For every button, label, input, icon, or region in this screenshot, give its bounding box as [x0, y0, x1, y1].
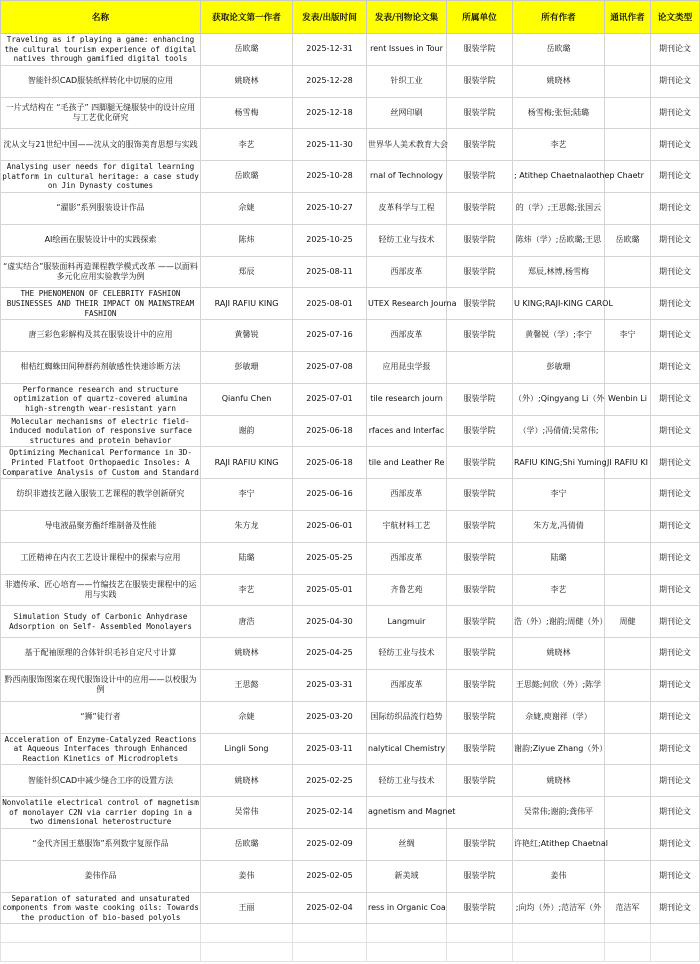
- table-row: [1, 192, 700, 224]
- table-row: [1, 383, 700, 415]
- unit-cell[interactable]: 服装学院: [447, 860, 513, 892]
- unit-cell[interactable]: 服装学院: [447, 892, 513, 924]
- paper-type-cell[interactable]: 期刊论文: [651, 161, 700, 193]
- corresponding-author-cell[interactable]: [605, 192, 651, 224]
- unit-cell[interactable]: 服装学院: [447, 320, 513, 352]
- paper-type-cell[interactable]: 期刊论文: [651, 479, 700, 511]
- journal-cell[interactable]: 轻纺工业与技术: [367, 224, 447, 256]
- empty-cell[interactable]: [605, 924, 651, 943]
- date-cell[interactable]: 2025-03-20: [293, 701, 367, 733]
- title-cell[interactable]: Separation of saturated and unsaturated components from waste cooking oils: Towards the production of bio-based polyols: [1, 892, 201, 924]
- unit-cell[interactable]: [447, 351, 513, 383]
- unit-cell[interactable]: 服装学院: [447, 828, 513, 860]
- table-row: [1, 574, 700, 606]
- all-authors-cell[interactable]: 吴常伟;谢韵;龚伟平: [513, 797, 605, 829]
- corresponding-author-cell[interactable]: [605, 415, 651, 447]
- table-row: [1, 669, 700, 701]
- journal-cell[interactable]: 新美域: [367, 860, 447, 892]
- journal-cell[interactable]: 应用昆虫学报: [367, 351, 447, 383]
- date-cell[interactable]: 2025-11-30: [293, 129, 367, 161]
- corresponding-author-cell[interactable]: [605, 129, 651, 161]
- title-cell[interactable]: 纺织非遗技艺融入服装工艺课程的教学创新研究: [1, 479, 201, 511]
- journal-cell[interactable]: 西部皮革: [367, 542, 447, 574]
- journal-cell[interactable]: 世界华人美术教育大会: [367, 129, 447, 161]
- title-cell[interactable]: “狮”徒行者: [1, 701, 201, 733]
- paper-type-cell[interactable]: 期刊论文: [651, 701, 700, 733]
- journal-cell[interactable]: tile research journ: [367, 383, 447, 415]
- corresponding-author-cell[interactable]: [605, 828, 651, 860]
- first-author-cell[interactable]: 彭敏珊: [201, 351, 293, 383]
- table-row: [1, 479, 700, 511]
- first-author-cell[interactable]: 谢韵: [201, 415, 293, 447]
- unit-cell[interactable]: 服装学院: [447, 34, 513, 66]
- paper-type-cell[interactable]: 期刊论文: [651, 192, 700, 224]
- paper-type-cell[interactable]: 期刊论文: [651, 447, 700, 479]
- table-row: [1, 129, 700, 161]
- first-author-cell[interactable]: 朱方龙: [201, 510, 293, 542]
- header-paper-type[interactable]: 论文类型: [651, 1, 700, 34]
- date-cell[interactable]: 2025-02-14: [293, 797, 367, 829]
- unit-cell[interactable]: 服装学院: [447, 510, 513, 542]
- journal-cell[interactable]: rfaces and Interfac: [367, 415, 447, 447]
- unit-cell[interactable]: 服装学院: [447, 192, 513, 224]
- empty-cell[interactable]: [447, 924, 513, 943]
- empty-cell[interactable]: [513, 943, 605, 962]
- journal-cell[interactable]: 西部皮革: [367, 256, 447, 288]
- paper-type-cell[interactable]: 期刊论文: [651, 256, 700, 288]
- title-cell[interactable]: Traveling as if playing a game: enhancing the cultural tourism experience of digital natives through gamified digital tools: [1, 34, 201, 66]
- title-cell[interactable]: 智能针织CAD中减少缝合工序的设置方法: [1, 765, 201, 797]
- paper-type-cell[interactable]: 期刊论文: [651, 415, 700, 447]
- paper-type-cell[interactable]: 期刊论文: [651, 510, 700, 542]
- title-cell[interactable]: 一片式结构在 “毛孩子” 四脚腿无缝服装中的设计应用与工艺优化研究: [1, 97, 201, 129]
- first-author-cell[interactable]: RAJI RAFIU KING: [201, 447, 293, 479]
- title-cell[interactable]: 导电液晶聚芳酯纤维制备及性能: [1, 510, 201, 542]
- unit-cell[interactable]: 服装学院: [447, 669, 513, 701]
- empty-row: [1, 924, 700, 943]
- corresponding-author-cell[interactable]: 范洁军: [605, 892, 651, 924]
- paper-type-cell[interactable]: 期刊论文: [651, 34, 700, 66]
- empty-cell[interactable]: [651, 924, 700, 943]
- corresponding-author-cell[interactable]: [605, 351, 651, 383]
- first-author-cell[interactable]: 姚晓林: [201, 65, 293, 97]
- paper-type-cell[interactable]: 期刊论文: [651, 892, 700, 924]
- header-row: [1, 1, 700, 34]
- unit-cell[interactable]: 服装学院: [447, 288, 513, 320]
- empty-row: [1, 943, 700, 962]
- corresponding-author-cell[interactable]: [605, 765, 651, 797]
- corresponding-author-cell[interactable]: [605, 701, 651, 733]
- corresponding-author-cell[interactable]: [605, 34, 651, 66]
- all-authors-cell[interactable]: 陈炜（学）;岳欧璐;王思: [513, 224, 605, 256]
- all-authors-cell[interactable]: 彭敏珊: [513, 351, 605, 383]
- unit-cell[interactable]: 服装学院: [447, 415, 513, 447]
- header-unit[interactable]: 所属单位: [447, 1, 513, 34]
- all-authors-cell[interactable]: 朱方龙,冯倩倩: [513, 510, 605, 542]
- date-cell[interactable]: 2025-07-08: [293, 351, 367, 383]
- title-cell[interactable]: Performance research and structure optimization of quartz-covered alumina high-strength wear-resistant yarn: [1, 383, 201, 415]
- journal-cell[interactable]: 宇航材料工艺: [367, 510, 447, 542]
- date-cell[interactable]: 2025-02-04: [293, 892, 367, 924]
- all-authors-cell[interactable]: （外）;Qingyang Li（外: [513, 383, 605, 415]
- corresponding-author-cell[interactable]: JI RAFIU KI: [605, 447, 651, 479]
- first-author-cell[interactable]: 姚晓林: [201, 638, 293, 670]
- empty-cell[interactable]: [1, 924, 201, 943]
- table-row: [1, 320, 700, 352]
- unit-cell[interactable]: 服装学院: [447, 479, 513, 511]
- table-row: [1, 828, 700, 860]
- header-all-authors[interactable]: 所有作者: [513, 1, 605, 34]
- table-row: [1, 542, 700, 574]
- paper-type-cell[interactable]: 期刊论文: [651, 860, 700, 892]
- date-cell[interactable]: 2025-02-09: [293, 828, 367, 860]
- unit-cell[interactable]: 服装学院: [447, 606, 513, 638]
- corresponding-author-cell[interactable]: [605, 638, 651, 670]
- title-cell[interactable]: 非遗传承、匠心培育——竹编技艺在服装史课程中的运用与实践: [1, 574, 201, 606]
- table-row: [1, 97, 700, 129]
- title-cell[interactable]: Simulation Study of Carbonic Anhydrase Adsorption on Self- Assembled Monolayers: [1, 606, 201, 638]
- all-authors-cell[interactable]: 陆璐: [513, 542, 605, 574]
- title-cell[interactable]: Analysing user needs for digital learning platform in cultural heritage: a case study on Jin Dynasty costumes: [1, 161, 201, 193]
- paper-type-cell[interactable]: 期刊论文: [651, 383, 700, 415]
- first-author-cell[interactable]: RAJI RAFIU KING: [201, 288, 293, 320]
- unit-cell[interactable]: 服装学院: [447, 97, 513, 129]
- first-author-cell[interactable]: 唐浩: [201, 606, 293, 638]
- unit-cell[interactable]: 服装学院: [447, 701, 513, 733]
- corresponding-author-cell[interactable]: [605, 669, 651, 701]
- table-row: [1, 892, 700, 924]
- first-author-cell[interactable]: 李艺: [201, 574, 293, 606]
- corresponding-author-cell[interactable]: Wenbin Li: [605, 383, 651, 415]
- date-cell[interactable]: 2025-12-31: [293, 34, 367, 66]
- table-row: [1, 224, 700, 256]
- unit-cell[interactable]: 服装学院: [447, 129, 513, 161]
- all-authors-cell[interactable]: 姜伟: [513, 860, 605, 892]
- all-authors-cell[interactable]: 姚晓林: [513, 638, 605, 670]
- paper-type-cell[interactable]: 期刊论文: [651, 129, 700, 161]
- title-cell[interactable]: AI绘画在服装设计中的实践探索: [1, 224, 201, 256]
- first-author-cell[interactable]: 姜伟: [201, 860, 293, 892]
- date-cell[interactable]: 2025-06-18: [293, 415, 367, 447]
- table-row: [1, 256, 700, 288]
- header-first-author[interactable]: 获取论文第一作者: [201, 1, 293, 34]
- paper-type-cell[interactable]: 期刊论文: [651, 97, 700, 129]
- journal-cell[interactable]: 丝网印刷: [367, 97, 447, 129]
- corresponding-author-cell[interactable]: [605, 256, 651, 288]
- corresponding-author-cell[interactable]: 岳欧璐: [605, 224, 651, 256]
- all-authors-cell[interactable]: 黄馨锐（学）;李宁: [513, 320, 605, 352]
- corresponding-author-cell[interactable]: 周健: [605, 606, 651, 638]
- journal-cell[interactable]: UTEX Research Journa: [367, 288, 447, 320]
- date-cell[interactable]: 2025-03-11: [293, 733, 367, 765]
- date-cell[interactable]: 2025-02-25: [293, 765, 367, 797]
- date-cell[interactable]: 2025-10-27: [293, 192, 367, 224]
- all-authors-cell[interactable]: 佘婕,庾谢祥（学）: [513, 701, 605, 733]
- title-cell[interactable]: 智能针织CAD服装纸样转化中切展的应用: [1, 65, 201, 97]
- all-authors-cell[interactable]: ;向均（外）;范洁军（外: [513, 892, 605, 924]
- unit-cell[interactable]: 服装学院: [447, 574, 513, 606]
- table-row: [1, 638, 700, 670]
- journal-cell[interactable]: 皮革科学与工程: [367, 192, 447, 224]
- header-journal[interactable]: 发表/刊物论文集: [367, 1, 447, 34]
- corresponding-author-cell[interactable]: [605, 542, 651, 574]
- corresponding-author-cell[interactable]: [605, 797, 651, 829]
- paper-type-cell[interactable]: 期刊论文: [651, 351, 700, 383]
- all-authors-cell[interactable]: ; Atithep Chaetnalaothep Chaetr: [513, 161, 605, 193]
- first-author-cell[interactable]: Lingli Song: [201, 733, 293, 765]
- date-cell[interactable]: 2025-08-11: [293, 256, 367, 288]
- journal-cell[interactable]: 西部皮革: [367, 669, 447, 701]
- title-cell[interactable]: 唐三彩色彩解构及其在服装设计中的应用: [1, 320, 201, 352]
- paper-type-cell[interactable]: 期刊论文: [651, 320, 700, 352]
- title-cell[interactable]: Molecular mechanisms of electric field-induced modulation of responsive surface structures and protein behavior: [1, 415, 201, 447]
- paper-type-cell[interactable]: 期刊论文: [651, 669, 700, 701]
- corresponding-author-cell[interactable]: [605, 733, 651, 765]
- empty-cell[interactable]: [201, 924, 293, 943]
- date-cell[interactable]: 2025-12-28: [293, 65, 367, 97]
- table-row: [1, 161, 700, 193]
- table-row: [1, 797, 700, 829]
- table-row: [1, 510, 700, 542]
- paper-type-cell[interactable]: 期刊论文: [651, 574, 700, 606]
- paper-type-cell[interactable]: 期刊论文: [651, 65, 700, 97]
- title-cell[interactable]: Acceleration of Enzyme-Catalyzed Reactions at Aqueous Interfaces through Enhanced Reaction Kinetics of Microdroplets: [1, 733, 201, 765]
- title-cell[interactable]: 柑桔红蜘蛛田间种群药剂敏感性快速诊断方法: [1, 351, 201, 383]
- journal-cell[interactable]: 轻纺工业与技术: [367, 638, 447, 670]
- title-cell[interactable]: 姜伟作品: [1, 860, 201, 892]
- first-author-cell[interactable]: 李宁: [201, 479, 293, 511]
- title-cell[interactable]: 工匠精神在内衣工艺设计课程中的探索与应用: [1, 542, 201, 574]
- title-cell[interactable]: “濯影”系列服装设计作品: [1, 192, 201, 224]
- all-authors-cell[interactable]: 谢韵;Ziyue Zhang（外）: [513, 733, 605, 765]
- first-author-cell[interactable]: 郑辰: [201, 256, 293, 288]
- unit-cell[interactable]: 服装学院: [447, 638, 513, 670]
- empty-cell[interactable]: [367, 943, 447, 962]
- all-authors-cell[interactable]: 岳欧璐: [513, 34, 605, 66]
- empty-cell[interactable]: [1, 943, 201, 962]
- paper-type-cell[interactable]: 期刊论文: [651, 733, 700, 765]
- table-row: [1, 606, 700, 638]
- all-authors-cell[interactable]: 李宁: [513, 479, 605, 511]
- first-author-cell[interactable]: 陈炜: [201, 224, 293, 256]
- paper-type-cell[interactable]: 期刊论文: [651, 542, 700, 574]
- first-author-cell[interactable]: 吴常伟: [201, 797, 293, 829]
- all-authors-cell[interactable]: 王思懿;何欣（外）;陈学: [513, 669, 605, 701]
- corresponding-author-cell[interactable]: 李宁: [605, 320, 651, 352]
- table-row: [1, 733, 700, 765]
- header-date[interactable]: 发表/出版时间: [293, 1, 367, 34]
- table-row: [1, 701, 700, 733]
- all-authors-cell[interactable]: 郑辰,林博,杨雪梅: [513, 256, 605, 288]
- journal-cell[interactable]: ress in Organic Coa: [367, 892, 447, 924]
- table-row: [1, 34, 700, 66]
- empty-cell[interactable]: [513, 924, 605, 943]
- paper-type-cell[interactable]: 期刊论文: [651, 288, 700, 320]
- journal-cell[interactable]: 齐鲁艺苑: [367, 574, 447, 606]
- journal-cell[interactable]: 西部皮革: [367, 479, 447, 511]
- date-cell[interactable]: 2025-07-01: [293, 383, 367, 415]
- unit-cell[interactable]: 服装学院: [447, 65, 513, 97]
- journal-cell[interactable]: agnetism and Magnet: [367, 797, 447, 829]
- all-authors-cell[interactable]: 的（学）;王思懿;张国云: [513, 192, 605, 224]
- table-row: [1, 447, 700, 479]
- unit-cell[interactable]: 服装学院: [447, 383, 513, 415]
- journal-cell[interactable]: Langmuir: [367, 606, 447, 638]
- corresponding-author-cell[interactable]: [605, 97, 651, 129]
- title-cell[interactable]: Optimizing Mechanical Performance in 3D-Printed Flatfoot Orthopaedic Insoles: A Comparative Analysis of Custom and Standard: [1, 447, 201, 479]
- corresponding-author-cell[interactable]: [605, 860, 651, 892]
- journal-cell[interactable]: 西部皮革: [367, 320, 447, 352]
- corresponding-author-cell[interactable]: [605, 510, 651, 542]
- date-cell[interactable]: 2025-04-25: [293, 638, 367, 670]
- title-cell[interactable]: 沈从文与21世纪中国——沈从文的服饰美育思想与实践: [1, 129, 201, 161]
- unit-cell[interactable]: 服装学院: [447, 447, 513, 479]
- unit-cell[interactable]: 服装学院: [447, 161, 513, 193]
- first-author-cell[interactable]: 佘婕: [201, 192, 293, 224]
- first-author-cell[interactable]: 佘婕: [201, 701, 293, 733]
- empty-cell[interactable]: [651, 943, 700, 962]
- table-row: [1, 351, 700, 383]
- date-cell[interactable]: 2025-04-30: [293, 606, 367, 638]
- title-cell[interactable]: THE PHENOMENON OF CELEBRITY FASHION BUSINESSES AND THEIR IMPACT ON MAINSTREAM FASHION: [1, 288, 201, 320]
- date-cell[interactable]: 2025-10-25: [293, 224, 367, 256]
- header-title[interactable]: 名称: [1, 1, 201, 34]
- all-authors-cell[interactable]: 浩（外）;谢韵;周健（外）: [513, 606, 605, 638]
- paper-type-cell[interactable]: 期刊论文: [651, 606, 700, 638]
- journal-cell[interactable]: 国际纺织品流行趋势: [367, 701, 447, 733]
- date-cell[interactable]: 2025-02-05: [293, 860, 367, 892]
- date-cell[interactable]: 2025-07-16: [293, 320, 367, 352]
- title-cell[interactable]: 基于配袖原理的合体针织毛衫自定尺寸计算: [1, 638, 201, 670]
- date-cell[interactable]: 2025-08-01: [293, 288, 367, 320]
- paper-type-cell[interactable]: 期刊论文: [651, 638, 700, 670]
- all-authors-cell[interactable]: 姚晓林: [513, 765, 605, 797]
- empty-cell[interactable]: [367, 924, 447, 943]
- journal-cell[interactable]: 针织工业: [367, 65, 447, 97]
- first-author-cell[interactable]: 李艺: [201, 129, 293, 161]
- empty-cell[interactable]: [293, 924, 367, 943]
- first-author-cell[interactable]: 岳欧璐: [201, 161, 293, 193]
- all-authors-cell[interactable]: RAFIU KING;Shi Yuming: [513, 447, 605, 479]
- date-cell[interactable]: 2025-06-16: [293, 479, 367, 511]
- unit-cell[interactable]: 服装学院: [447, 224, 513, 256]
- first-author-cell[interactable]: Qianfu Chen: [201, 383, 293, 415]
- date-cell[interactable]: 2025-06-01: [293, 510, 367, 542]
- first-author-cell[interactable]: 黄馨锐: [201, 320, 293, 352]
- all-authors-cell[interactable]: 李艺: [513, 574, 605, 606]
- journal-cell[interactable]: rnal of Technology: [367, 161, 447, 193]
- corresponding-author-cell[interactable]: [605, 479, 651, 511]
- empty-cell[interactable]: [605, 943, 651, 962]
- all-authors-cell[interactable]: 李艺: [513, 129, 605, 161]
- corresponding-author-cell[interactable]: [605, 574, 651, 606]
- all-authors-cell[interactable]: 杨雪梅;张恒;陆璐: [513, 97, 605, 129]
- unit-cell[interactable]: 服装学院: [447, 733, 513, 765]
- date-cell[interactable]: 2025-06-18: [293, 447, 367, 479]
- unit-cell[interactable]: 服装学院: [447, 256, 513, 288]
- corresponding-author-cell[interactable]: [605, 65, 651, 97]
- table-row: [1, 415, 700, 447]
- date-cell[interactable]: 2025-10-28: [293, 161, 367, 193]
- empty-cell[interactable]: [201, 943, 293, 962]
- first-author-cell[interactable]: 王丽: [201, 892, 293, 924]
- journal-cell[interactable]: tile and Leather Re: [367, 447, 447, 479]
- date-cell[interactable]: 2025-03-31: [293, 669, 367, 701]
- title-cell[interactable]: 黔西南服饰图案在现代服饰设计中的应用——以校服为例: [1, 669, 201, 701]
- first-author-cell[interactable]: 王思懿: [201, 669, 293, 701]
- first-author-cell[interactable]: 陆璐: [201, 542, 293, 574]
- table-row: [1, 860, 700, 892]
- table-row: [1, 65, 700, 97]
- table-row: [1, 765, 700, 797]
- table-row: [1, 288, 700, 320]
- all-authors-cell[interactable]: U KING;RAJI-KING CAROL: [513, 288, 605, 320]
- title-cell[interactable]: “金代齐国王墓服饰”系列数字复原作品: [1, 828, 201, 860]
- unit-cell[interactable]: 服装学院: [447, 542, 513, 574]
- date-cell[interactable]: 2025-05-01: [293, 574, 367, 606]
- all-authors-cell[interactable]: （学）;冯倩倩;吴常伟;: [513, 415, 605, 447]
- header-corresponding-author[interactable]: 通讯作者: [605, 1, 651, 34]
- title-cell[interactable]: “虚实结合”服装面料再造课程教学模式改革 ——以面料多元化应用实验教学为例: [1, 256, 201, 288]
- all-authors-cell[interactable]: 许艳红;Atithep Chaetnal: [513, 828, 605, 860]
- first-author-cell[interactable]: 岳欧璐: [201, 828, 293, 860]
- date-cell[interactable]: 2025-12-18: [293, 97, 367, 129]
- paper-type-cell[interactable]: 期刊论文: [651, 224, 700, 256]
- journal-cell[interactable]: 轻纺工业与技术: [367, 765, 447, 797]
- paper-type-cell[interactable]: 期刊论文: [651, 797, 700, 829]
- all-authors-cell[interactable]: 姚晓林: [513, 65, 605, 97]
- empty-cell[interactable]: [447, 943, 513, 962]
- empty-cell[interactable]: [293, 943, 367, 962]
- paper-type-cell[interactable]: 期刊论文: [651, 765, 700, 797]
- journal-cell[interactable]: nalytical Chemistry: [367, 733, 447, 765]
- title-cell[interactable]: Nonvolatile electrical control of magnetism of monolayer C2N via carrier doping in a two dimensional heterostructure: [1, 797, 201, 829]
- first-author-cell[interactable]: 岳欧璐: [201, 34, 293, 66]
- journal-cell[interactable]: 丝绸: [367, 828, 447, 860]
- journal-cell[interactable]: rent Issues in Tour: [367, 34, 447, 66]
- unit-cell[interactable]: 服装学院: [447, 765, 513, 797]
- paper-type-cell[interactable]: 期刊论文: [651, 828, 700, 860]
- unit-cell[interactable]: [447, 797, 513, 829]
- first-author-cell[interactable]: 姚晓林: [201, 765, 293, 797]
- date-cell[interactable]: 2025-05-25: [293, 542, 367, 574]
- first-author-cell[interactable]: 杨雪梅: [201, 97, 293, 129]
